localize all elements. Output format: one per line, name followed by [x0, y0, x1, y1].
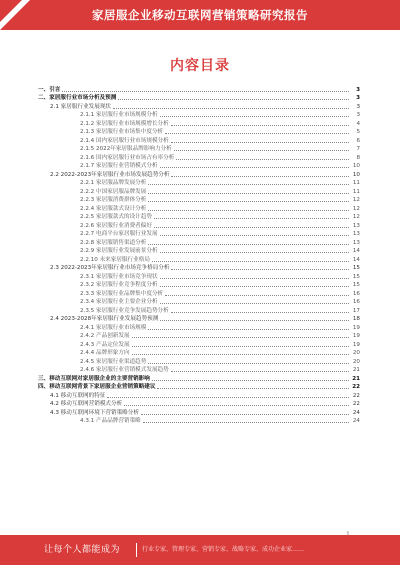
toc-entry-page-number: 5	[356, 129, 360, 135]
toc-dot-leader	[171, 371, 349, 372]
toc-entry[interactable]	[38, 357, 360, 366]
toc-entry[interactable]	[38, 162, 360, 171]
toc-entry[interactable]	[38, 230, 360, 239]
toc-dot-leader	[171, 176, 349, 177]
toc-entry-page-number: 21	[352, 375, 360, 382]
toc-dot-leader	[171, 142, 349, 143]
toc-entry-page-number: 19	[352, 324, 360, 331]
toc-entry-label: 2.1.7 家居服行业营销模式分析	[80, 163, 158, 169]
toc-entry-page-number: 7	[356, 146, 360, 152]
toc-entry-label: 2.1.5 2022年家居服品牌影响力分析	[80, 146, 172, 152]
toc-dot-leader	[160, 320, 349, 321]
toc-entry-page-number: 21	[352, 367, 360, 373]
toc-dot-leader	[141, 414, 349, 415]
toc-dot-leader	[143, 422, 349, 423]
toc-entry-label: 4.3.1 产品品牌营销策略	[80, 418, 141, 424]
toc-entry[interactable]	[38, 119, 360, 128]
toc-dot-leader	[160, 235, 349, 236]
toc-entry[interactable]	[38, 323, 360, 332]
toc-entry-page-number: 13	[352, 239, 360, 246]
toc-entry[interactable]	[38, 289, 360, 298]
toc-entry-label: 2.4.4 品牌形象方向	[80, 350, 130, 356]
toc-dot-leader	[157, 388, 349, 389]
toc-entry-label: 2.2.1 家居服品牌发展分析	[80, 180, 147, 186]
document-title: 家居服企业移动互联网营销策略研究报告	[92, 8, 308, 22]
toc-entry-label: 一、引言	[38, 86, 61, 93]
toc-dot-leader	[176, 159, 349, 160]
toc-entry[interactable]	[38, 400, 360, 409]
toc-entry-label: 2.1 家居服行业发展现状	[50, 103, 112, 110]
footer-divider	[136, 543, 137, 557]
toc-entry-page-number: 16	[352, 299, 360, 305]
toc-entry-label: 2.4.6 家居服行业营销模式发展趋势	[80, 367, 169, 373]
toc-entry-page-number: 11	[352, 180, 360, 186]
toc-dot-leader	[132, 346, 349, 347]
toc-entry[interactable]	[38, 391, 360, 400]
toc-dot-leader	[124, 405, 349, 406]
toc-entry[interactable]	[38, 94, 360, 103]
toc-entry-page-number: 11	[352, 188, 360, 195]
toc-entry-page-number: 14	[352, 248, 360, 254]
toc-dot-leader	[118, 99, 349, 100]
toc-entry-label: 2.4.3 产品定位发展	[80, 341, 130, 348]
toc-entry-label: 四、移动互联网背景下家居服企业营销策略建议	[38, 384, 156, 390]
toc-dot-leader	[171, 312, 349, 313]
toc-entry[interactable]	[38, 298, 360, 307]
toc-dot-leader	[132, 337, 349, 338]
toc-entry-label: 2.2.9 家居服行业发展前景分析	[80, 248, 158, 254]
toc-entry-page-number: 22	[352, 384, 360, 390]
toc-entry[interactable]	[38, 196, 360, 205]
toc-dot-leader	[148, 193, 349, 194]
toc-entry-label: 2.2 2022-2023年家居服行业市场发展趋势分析	[50, 171, 170, 178]
toc-dot-leader	[160, 167, 349, 168]
toc-entry-label: 2.3 2022-2023年家居服行业市场竞争格局分析	[50, 265, 170, 271]
toc-entry-label: 2.4 2023-2028年家居服行业发展趋势预测	[50, 316, 159, 322]
toc-entry-page-number: 3	[356, 112, 360, 118]
toc-entry[interactable]	[38, 340, 360, 349]
toc-dot-leader	[148, 244, 349, 245]
toc-entry-label: 2.3.1 家居服行业市场竞争现状	[80, 273, 158, 280]
toc-entry[interactable]	[38, 272, 360, 281]
toc-entry-label: 4.2 移动互联网营销模式分析	[50, 401, 123, 407]
toc-entry-label: 2.3.4 家居服行业主要企业分析	[80, 299, 158, 305]
toc-dot-leader	[154, 218, 349, 219]
toc-entry-label: 2.2.5 家居服款式的设计趋势	[80, 214, 152, 220]
toc-dot-leader	[171, 269, 349, 270]
toc-entry-label: 2.3.2 家居服行业竞争程度分析	[80, 282, 158, 288]
toc-entry-page-number: 15	[352, 282, 360, 288]
toc-dot-leader	[152, 380, 349, 381]
toc-entry-label: 2.2.7 电商平台家居服行业发展	[80, 231, 158, 237]
toc-entry-label: 二、家居服行业市场分析及预测	[38, 95, 117, 101]
toc-entry-label: 2.4.5 家居服行业渠道趋势	[80, 358, 147, 365]
toc-dot-leader	[148, 184, 349, 185]
toc-entry-page-number: 12	[352, 214, 360, 220]
toc-dot-leader	[148, 329, 349, 330]
toc-entry-page-number: 15	[352, 273, 360, 280]
toc-dot-leader	[62, 91, 349, 92]
toc-dot-leader	[148, 210, 349, 211]
toc-entry-label: 2.1.3 家居服行业市场集中度分析	[80, 129, 164, 135]
toc-dot-leader	[160, 286, 349, 287]
toc-entry-page-number: 8	[356, 154, 360, 161]
toc-dot-leader	[165, 295, 349, 296]
toc-entry[interactable]	[38, 170, 360, 179]
toc-entry-page-number: 3	[356, 86, 360, 93]
toc-dot-leader	[174, 150, 349, 151]
toc-entry-page-number: 4	[356, 120, 360, 127]
toc-entry-page-number: 13	[352, 231, 360, 237]
toc-entry-label: 4.1 移动互联网的特征	[50, 392, 106, 399]
toc-entry[interactable]	[38, 349, 360, 358]
toc-entry-page-number: 16	[352, 290, 360, 297]
toc-entry[interactable]	[38, 264, 360, 273]
toc-entry-label: 2.4.2 产品创新发展	[80, 333, 130, 339]
toc-dot-leader	[107, 397, 349, 398]
toc-entry-page-number: 10	[352, 171, 360, 178]
toc-entry[interactable]	[38, 145, 360, 154]
toc-entry-page-number: 17	[352, 307, 360, 314]
toc-entry-page-number: 3	[356, 95, 360, 101]
toc-dot-leader	[165, 133, 349, 134]
toc-dot-leader	[160, 252, 349, 253]
toc-entry-label: 2.1.4 国内家居服行业市场规模分析	[80, 137, 169, 144]
toc-entry-label: 2.2.2 中国家居服品牌发展	[80, 188, 147, 195]
toc-dot-leader	[160, 278, 349, 279]
toc-heading: 内容目录	[170, 58, 230, 74]
footer-bar	[0, 535, 400, 565]
header-bar	[0, 0, 400, 30]
toc-entry-page-number: 14	[352, 256, 360, 263]
toc-entry[interactable]	[38, 281, 360, 290]
toc-entry[interactable]	[38, 332, 360, 341]
toc-entry[interactable]	[38, 315, 360, 324]
toc-dot-leader	[132, 354, 349, 355]
toc-entry[interactable]	[38, 374, 360, 383]
toc-entry[interactable]	[38, 247, 360, 256]
toc-entry[interactable]	[38, 408, 360, 417]
toc-entry[interactable]	[38, 238, 360, 247]
toc-entry[interactable]	[38, 153, 360, 162]
toc-entry[interactable]	[38, 111, 360, 120]
toc-entry-label: 2.4.1 家居服行业市场规模	[80, 324, 147, 331]
toc-entry-label: 三、移动互联网对家居服企业的主要营销影响	[38, 375, 150, 382]
toc-entry[interactable]	[38, 85, 360, 94]
toc-entry-page-number: 12	[352, 197, 360, 203]
toc-entry-label: 2.1.6 国内家居服行业市场占有率分析	[80, 154, 175, 161]
toc-entry[interactable]	[38, 366, 360, 375]
toc-entry-page-number: 18	[352, 316, 360, 322]
toc-entry-page-number: 6	[356, 137, 360, 144]
toc-entry[interactable]	[38, 179, 360, 188]
toc-entry[interactable]	[38, 221, 360, 230]
toc-entry-label: 2.2.10 未来家居服行业格局	[80, 256, 150, 263]
toc-dot-leader	[152, 261, 349, 262]
toc-entry[interactable]	[38, 255, 360, 264]
toc-entry-page-number: 20	[352, 358, 360, 365]
toc-dot-leader	[160, 303, 349, 304]
table-of-contents	[38, 85, 360, 425]
toc-entry-page-number: 13	[352, 222, 360, 229]
toc-entry-page-number: 10	[352, 163, 360, 169]
toc-entry-page-number: 19	[352, 341, 360, 348]
toc-dot-leader	[171, 125, 349, 126]
toc-entry-label: 2.3.3 家居服行业品牌集中度分析	[80, 290, 164, 297]
toc-entry-label: 2.1.2 家居服行业市场规模增长分析	[80, 120, 169, 127]
toc-entry-page-number: 12	[352, 205, 360, 212]
footer-tags: 行业专家、管理专家、营销专家、战略专家、成功企业家……	[142, 546, 305, 553]
toc-dot-leader	[160, 116, 349, 117]
toc-entry-page-number: 22	[352, 401, 360, 407]
toc-entry-page-number: 24	[352, 418, 360, 424]
toc-entry-label: 2.1.1 家居服行业市场规模分析	[80, 112, 158, 118]
toc-entry[interactable]	[38, 187, 360, 196]
toc-entry-label: 2.2.3 家居服消费群体分析	[80, 197, 147, 203]
toc-entry[interactable]	[38, 102, 360, 111]
toc-dot-leader	[148, 363, 349, 364]
toc-entry[interactable]	[38, 213, 360, 222]
toc-entry-page-number: 22	[352, 392, 360, 399]
toc-entry-page-number: 20	[352, 350, 360, 356]
toc-entry[interactable]	[38, 204, 360, 213]
toc-entry[interactable]	[38, 128, 360, 137]
toc-entry-page-number: 3	[356, 103, 360, 110]
toc-entry[interactable]	[38, 306, 360, 315]
toc-entry-label: 2.2.6 家居服行业消费者偏好	[80, 222, 152, 229]
toc-entry-page-number: 15	[352, 265, 360, 271]
toc-dot-leader	[113, 108, 349, 109]
toc-dot-leader	[154, 227, 349, 228]
toc-entry[interactable]	[38, 136, 360, 145]
toc-dot-leader	[148, 201, 349, 202]
toc-entry[interactable]	[38, 383, 360, 392]
toc-entry-page-number: 19	[352, 333, 360, 339]
toc-entry-label: 2.3.5 家居服行业竞争发展趋势分析	[80, 307, 169, 314]
toc-entry-label: 2.2.8 家居服销售渠道分析	[80, 239, 147, 246]
toc-entry[interactable]	[38, 417, 360, 426]
toc-entry-label: 2.2.4 家居服款式设计分析	[80, 205, 147, 212]
toc-entry-label: 4.3 移动互联网环境下营销策略分析	[50, 409, 139, 416]
footer-slogan: 让每个人都能成为	[44, 545, 121, 555]
toc-entry-page-number: 24	[352, 409, 360, 416]
